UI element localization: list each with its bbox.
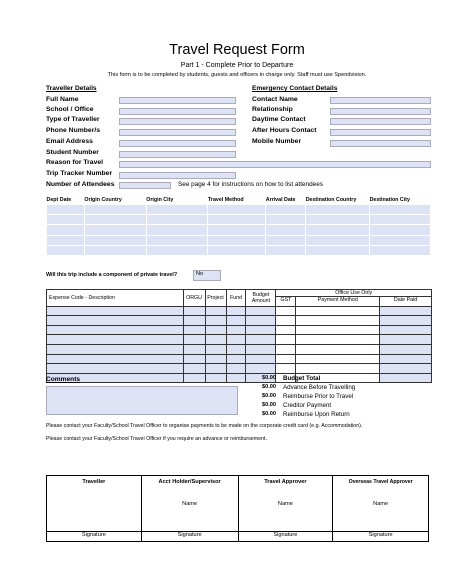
label-school-office: School / Office [46,106,94,113]
contact-note-credit-card: Please contact your Faculty/School Travel Officer to organise payments to be made on the corporate credit card (e.g. Accommodation). [46,423,363,429]
private-travel-select[interactable]: No [193,270,221,281]
col-payment-method: Payment Method [296,297,380,307]
attendees-note: See page 4 for instructions on how to list attendees [178,181,323,188]
table-row [47,344,432,354]
signature-table [46,475,429,542]
full-name-field[interactable] [119,97,236,104]
col-destination-city: Destination City [369,196,410,203]
col-destination-country: Destination Country [305,196,357,203]
label-email-address: Email Address [46,138,93,145]
reimburse-prior-amount: $0.00 [262,393,276,399]
private-travel-question: Will this trip include a component of private travel? [46,272,178,278]
budget-total-label: Budget Total [283,375,321,382]
table-row [47,354,432,364]
label-student-number: Student Number [46,149,99,156]
traveller-details-heading: Traveller Details [46,85,97,92]
creditor-payment-amount: $0.00 [262,402,276,408]
table-row [47,316,432,326]
comments-field[interactable] [46,386,238,415]
supervisor-signature-label: Signature [141,532,238,542]
col-orgu: ORGU [183,290,205,307]
overseas-approver-heading: Overseas Travel Approver [348,479,413,485]
col-fund: Fund [226,290,246,307]
col-project: Project [205,290,226,307]
contact-note-advance: Please contact your Faculty/School Travel Officer if you require an advance or reimbursement. [46,436,268,442]
label-daytime-contact: Daytime Contact [252,116,306,123]
comments-heading: Comments [46,376,81,383]
reimburse-prior-label: Reimburse Prior to Travel [283,393,354,400]
traveller-heading: Traveller [82,479,106,485]
expense-table [46,289,432,383]
label-type-of-traveller: Type of Traveller [46,116,100,123]
table-row [47,235,431,245]
label-reason-for-travel: Reason for Travel [46,159,104,166]
daytime-contact-field[interactable] [330,118,431,125]
email-address-field[interactable] [119,140,236,147]
col-origin-country: Origin Country [84,196,122,203]
reimburse-return-label: Reimburse Upon Return [283,411,350,418]
label-contact-name: Contact Name [252,96,298,103]
advance-label: Advance Before Travelling [283,384,356,391]
overseas-approver-signature-cell[interactable] [333,476,429,532]
number-of-attendees-field[interactable] [119,182,171,189]
student-number-field[interactable] [119,151,236,158]
budget-total-amount: $0.00 [262,375,276,381]
reason-for-travel-field[interactable] [119,161,431,168]
approver-signature-cell[interactable] [238,476,333,532]
traveller-signature-cell[interactable] [47,476,142,532]
relationship-field[interactable] [330,108,431,115]
contact-name-field[interactable] [330,97,431,104]
after-hours-contact-field[interactable] [330,129,431,136]
advance-amount: $0.00 [262,384,276,390]
label-trip-tracker-number: Trip Tracker Number [46,170,113,177]
traveller-signature-label: Signature [47,532,142,542]
table-row [47,245,431,255]
label-number-of-attendees: Number of Attendees [46,181,115,188]
col-arrival-date: Arrival Date [265,196,296,203]
emergency-contact-heading: Emergency Contact Details [252,85,338,92]
label-phone-numbers: Phone Number/s [46,127,101,134]
overseas-approver-name-label: Name [373,501,389,507]
creditor-payment-label: Creditor Payment [283,402,332,409]
label-full-name: Full Name [46,96,79,103]
school-office-field[interactable] [119,108,236,115]
table-row [47,364,432,374]
approver-name-label: Name [277,501,293,507]
type-of-traveller-field[interactable] [119,118,236,125]
table-row [47,325,432,335]
table-row [47,306,432,316]
mobile-number-field[interactable] [330,140,431,147]
col-dept-date: Dept Date [46,196,72,203]
supervisor-signature-cell[interactable] [141,476,238,532]
overseas-approver-signature-label: Signature [333,532,429,542]
table-row [47,335,432,345]
label-after-hours-contact: After Hours Contact [252,127,317,134]
approver-heading: Travel Approver [264,479,307,485]
trip-tracker-number-field[interactable] [119,172,236,179]
table-row [47,373,432,383]
phone-numbers-field[interactable] [119,129,236,136]
label-mobile-number: Mobile Number [252,138,302,145]
table-row [47,215,431,225]
col-date-paid: Date Paid [380,297,432,307]
form-notice: This form is to be completed by students, guests and officers in charge only. Staff must use Spendvision. [107,72,367,78]
supervisor-name-label: Name [182,501,198,507]
trip-table [46,195,431,256]
label-relationship: Relationship [252,106,293,113]
col-origin-city: Origin City [146,196,174,203]
form-title: Travel Request Form [169,42,305,58]
col-travel-method: Travel Method [207,196,244,203]
supervisor-heading: Acct Holder/Supervisor [158,479,221,485]
col-budget-amount: Budget Amount [246,290,276,307]
table-row [47,225,431,235]
col-gst: GST [276,297,296,307]
form-subtitle: Part 1 - Complete Prior to Departure [180,62,294,69]
office-use-header: Office Use Only [276,290,432,297]
table-row [47,205,431,215]
reimburse-return-amount: $0.00 [262,411,276,417]
col-expense-code: Expense Code - Description [47,290,184,307]
approver-signature-label: Signature [238,532,333,542]
